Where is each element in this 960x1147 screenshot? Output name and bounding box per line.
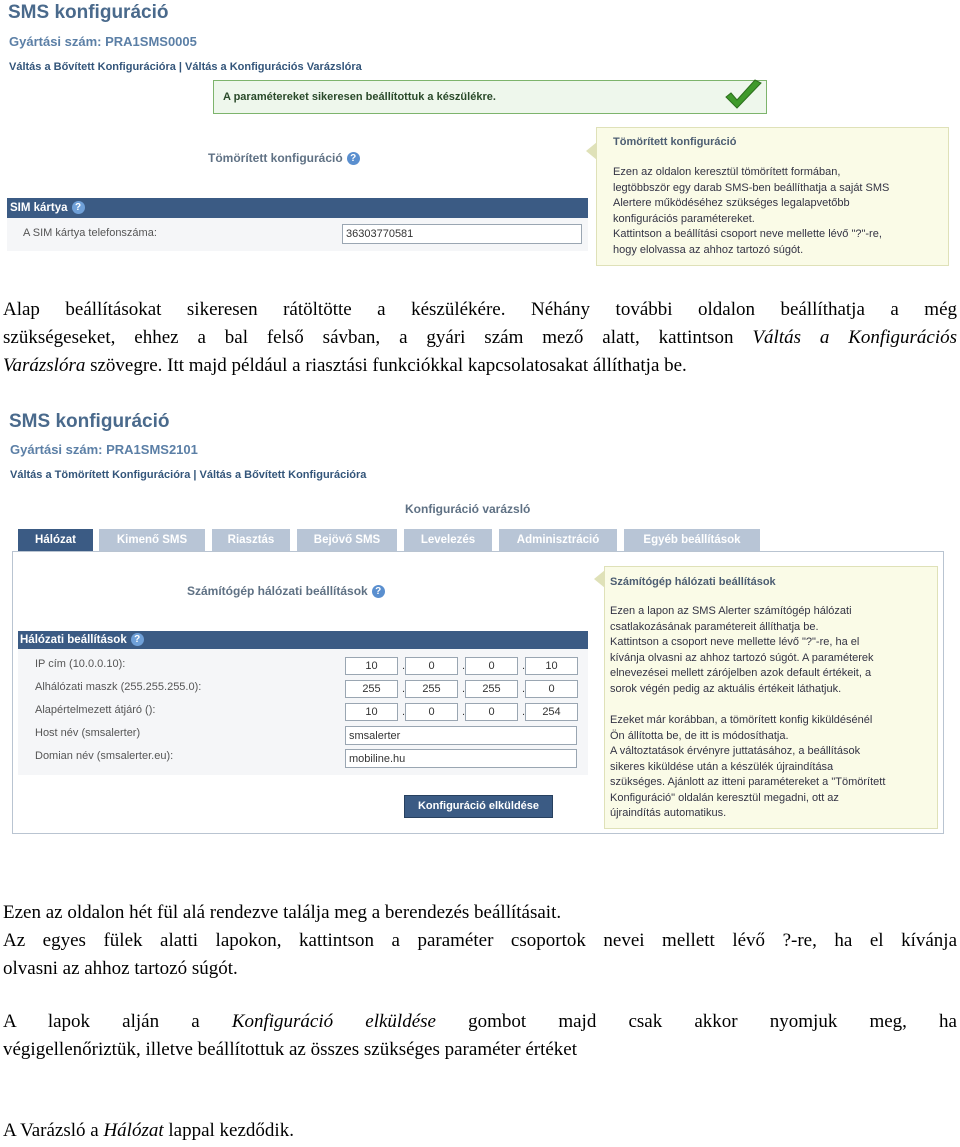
separator: . (402, 660, 406, 672)
help-icon[interactable]: ? (347, 152, 360, 165)
text-line: Varázslóra szövegre. Itt majd például a riasztási funkciókkal kapcsolatosakat állíthatja be. (3, 355, 687, 376)
gateway-octet-1[interactable]: 10 (345, 703, 398, 721)
note-line: Kattintson a csoport neve mellette lévő "?"-re, ha el (610, 636, 860, 648)
tab-adminisztracio[interactable]: Adminisztráció (499, 529, 617, 551)
paragraph-tabs (3, 899, 957, 983)
text-line: A lapok alján a Konfiguráció elküldése gombot majd csak akkor nyomjuk meg, ha (3, 1011, 957, 1032)
separator: . (462, 683, 466, 695)
help-note (604, 566, 938, 829)
tab-egyeb-beallitasok[interactable]: Egyéb beállítások (624, 529, 760, 551)
ip-octet-1[interactable]: 10 (345, 657, 398, 675)
note-line: A változtatások érvényre juttatásához, a beállítások (610, 745, 861, 757)
text-line: szükségeseket, ehhez a bal felső sávban, a gyári szám mező alatt, kattintson Váltás a Konfigurációs (3, 327, 957, 348)
note-line: hogy elolvassa az ahhoz tartozó súgót. (613, 243, 804, 256)
gateway-octet-4[interactable]: 254 (525, 703, 578, 721)
note-line: Ezen az oldalon keresztül tömörített formában, (613, 166, 841, 178)
page-title: SMS konfiguráció (8, 2, 169, 23)
paragraph-submit (3, 1008, 957, 1064)
note-line: sorok végén pedig az aktuális értékeit láthatjuk. (610, 682, 842, 695)
text-line: Alap beállításokat sikeresen rátöltötte a készülékére. Néhány további oldalon beállíthatja a még (3, 299, 957, 320)
tab-halozat[interactable]: Hálózat (18, 529, 93, 551)
help-icon[interactable]: ? (372, 585, 385, 598)
checkmark-icon (722, 79, 764, 113)
separator: . (402, 683, 406, 695)
tab-levelezes[interactable]: Levelezés (404, 529, 492, 551)
note-line: sikeres kiküldése után a készülék újraindítása (610, 760, 834, 773)
separator: . (462, 706, 466, 718)
tab-bejovo-sms[interactable]: Bejövő SMS (297, 529, 397, 551)
note-line: újraindítás automatikus. (610, 807, 727, 819)
success-banner (213, 80, 767, 114)
mask-octet-1[interactable]: 255 (345, 680, 398, 698)
paragraph-start: A Varázsló a Hálózat lappal kezdődik. (3, 1120, 294, 1141)
note-body (610, 604, 929, 697)
note-line: Konfiguráció" oldalán keresztül megadni, ott az (610, 791, 839, 804)
note-body (610, 713, 929, 822)
tab-riasztas[interactable]: Riasztás (212, 529, 290, 551)
host-label: Host név (smsalerter) (35, 727, 141, 739)
text-line: olvasni az ahhoz tartozó súgót. (3, 958, 238, 979)
serial-number: Gyártási szám: PRA1SMS0005 (9, 34, 197, 49)
ip-octet-2[interactable]: 0 (405, 657, 458, 675)
switch-links[interactable]: Váltás a Tömörített Konfigurációra | Váltás a Bővített Konfigurációra (10, 469, 367, 481)
note-line: kívánja olvasni az ahhoz tartozó súgót. A paraméterek (610, 651, 874, 664)
section-title: Tömörített konfiguráció ? (208, 151, 360, 165)
mask-octet-4[interactable]: 0 (525, 680, 578, 698)
mask-octet-2[interactable]: 255 (405, 680, 458, 698)
gateway-octet-2[interactable]: 0 (405, 703, 458, 721)
note-line: Ön állította be, de itt is módosíthatja. (610, 729, 789, 742)
serial-number: Gyártási szám: PRA1SMS2101 (10, 442, 198, 457)
note-title: Számítógép hálózati beállítások (610, 576, 776, 588)
note-line: szükséges. Ajánlott az itteni paramétereket a "Tömörített (610, 776, 886, 788)
note-line: csatlakozásának paramétereit állíthatja be. (610, 620, 819, 633)
help-icon[interactable]: ? (131, 633, 144, 646)
note-line: konfigurációs paramétereket. (613, 212, 755, 225)
sim-phone-input[interactable] (342, 224, 582, 244)
help-icon[interactable]: ? (72, 201, 85, 214)
host-name-input[interactable] (345, 726, 577, 745)
switch-links[interactable]: Váltás a Bővített Konfigurációra | Váltás a Konfigurációs Varázslóra (9, 61, 362, 73)
text-line: Ezen az oldalon hét fül alá rendezve találja meg a berendezés beállításait. (3, 902, 562, 923)
note-line: elnevezései mellett zárójelben azok default értékeit, a (610, 667, 872, 679)
text-line: végigellenőriztük, illetve beállítottuk az összes szükséges paraméter értéket (3, 1039, 577, 1060)
note-line: Ezen a lapon az SMS Alerter számítógép hálózati (610, 605, 852, 617)
mask-octet-3[interactable]: 255 (465, 680, 518, 698)
section-title: Számítógép hálózati beállítások ? (187, 584, 385, 598)
domain-label: Domian név (smsalerter.eu): (35, 750, 174, 762)
note-line: Ezeket már korábban, a tömörített konfig kiküldésénél (610, 714, 873, 726)
note-line: legtöbbször egy darab SMS-ben beállíthatja a saját SMS (613, 181, 890, 194)
help-note (596, 127, 949, 266)
page-title: SMS konfiguráció (9, 411, 170, 432)
tab-kimeno-sms[interactable]: Kimenő SMS (99, 529, 205, 551)
text-line: Az egyes fülek alatti lapokon, kattintson a paraméter csoportok nevei mellett lévő ?-re, ha el kívánja (3, 930, 957, 951)
sim-panel (7, 218, 588, 251)
separator: . (522, 683, 526, 695)
sim-label: A SIM kártya telefonszáma: (23, 227, 157, 239)
separator: . (402, 706, 406, 718)
ip-octet-3[interactable]: 0 (465, 657, 518, 675)
note-body (613, 165, 936, 258)
ip-octet-4[interactable]: 10 (525, 657, 578, 675)
paragraph-intro (3, 296, 957, 380)
gateway-octet-3[interactable]: 0 (465, 703, 518, 721)
send-configuration-button[interactable]: Konfiguráció elküldése (404, 795, 553, 818)
separator: . (522, 706, 526, 718)
note-title: Tömörített konfiguráció (613, 136, 737, 148)
wizard-title: Konfiguráció varázsló (405, 502, 531, 516)
network-group-header[interactable]: Hálózati beállítások ? (18, 631, 588, 649)
domain-name-input[interactable] (345, 749, 577, 768)
note-line: Kattintson a beállítási csoport neve mellette lévő "?"-re, (613, 228, 882, 240)
sim-group-header[interactable]: SIM kártya ? (7, 198, 588, 218)
ip-label: IP cím (10.0.0.10): (35, 658, 126, 670)
separator: . (522, 660, 526, 672)
success-message: A paramétereket sikeresen beállítottuk a készülékre. (223, 91, 496, 103)
separator: . (462, 660, 466, 672)
gateway-label: Alapértelmezett átjáró (): (35, 704, 156, 716)
note-line: Alertere működéséhez szükséges legalapvetőbb (613, 197, 850, 209)
mask-label: Alhálózati maszk (255.255.255.0): (35, 681, 202, 693)
